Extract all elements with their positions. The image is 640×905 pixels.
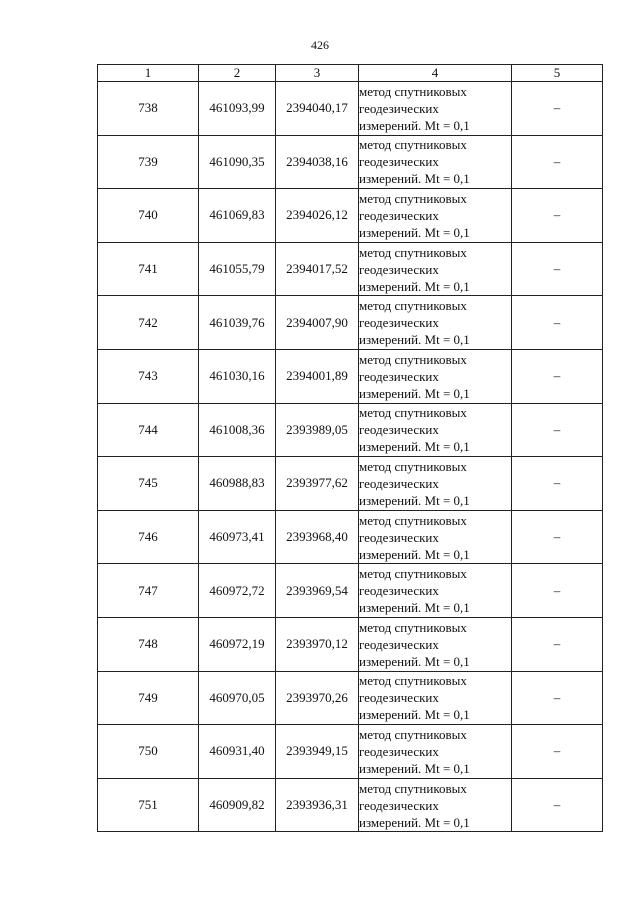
table-header-row <box>98 65 603 82</box>
point-number-cell: 750 <box>98 725 199 779</box>
y-coordinate-cell: 2393970,12 <box>276 617 359 671</box>
y-coordinate-cell: 2394001,89 <box>276 349 359 403</box>
column-header: 4 <box>359 65 512 82</box>
note-cell: – <box>512 671 603 725</box>
method-cell <box>359 82 512 136</box>
table-row <box>98 189 603 243</box>
point-number-cell: 742 <box>98 296 199 350</box>
note-cell: – <box>512 725 603 779</box>
method-text-line: измерений. Mt = 0,1 <box>359 278 470 294</box>
x-coordinate-cell: 460973,41 <box>199 510 276 564</box>
x-coordinate-cell: 461069,83 <box>199 189 276 243</box>
table-row <box>98 242 603 296</box>
x-coordinate-cell: 460988,83 <box>199 457 276 511</box>
method-cell <box>359 403 512 457</box>
y-coordinate-cell: 2393936,31 <box>276 778 359 832</box>
y-coordinate-cell: 2394007,90 <box>276 296 359 350</box>
method-cell <box>359 242 512 296</box>
method-text-line: геодезических <box>359 100 439 116</box>
method-cell <box>359 189 512 243</box>
method-text-line: измерений. Mt = 0,1 <box>359 546 470 562</box>
x-coordinate-cell: 461008,36 <box>199 403 276 457</box>
y-coordinate-cell: 2393969,54 <box>276 564 359 618</box>
point-number-cell: 740 <box>98 189 199 243</box>
point-number-cell: 751 <box>98 778 199 832</box>
note-cell: – <box>512 564 603 618</box>
table-row <box>98 778 603 832</box>
method-text-line: метод спутниковых <box>359 619 467 635</box>
y-coordinate-cell: 2394040,17 <box>276 82 359 136</box>
table-row <box>98 135 603 189</box>
table-row <box>98 564 603 618</box>
note-cell: – <box>512 82 603 136</box>
method-text-line: измерений. Mt = 0,1 <box>359 600 470 616</box>
point-number-cell: 748 <box>98 617 199 671</box>
y-coordinate-cell: 2393949,15 <box>276 725 359 779</box>
method-text-line: геодезических <box>359 261 439 277</box>
page-number: 426 <box>311 38 329 52</box>
y-coordinate-cell: 2393970,26 <box>276 671 359 725</box>
x-coordinate-cell: 461039,76 <box>199 296 276 350</box>
method-text-line: измерений. Mt = 0,1 <box>359 385 470 401</box>
note-cell: – <box>512 242 603 296</box>
method-text-line: геодезических <box>359 422 439 438</box>
column-header: 5 <box>512 65 603 82</box>
method-text-line: геодезических <box>359 797 439 813</box>
method-text-line: геодезических <box>359 743 439 759</box>
method-text-line: измерений. Mt = 0,1 <box>359 760 470 776</box>
method-text-line: измерений. Mt = 0,1 <box>359 814 470 830</box>
table-body <box>98 82 603 832</box>
table-row <box>98 617 603 671</box>
table-row <box>98 349 603 403</box>
method-text-line: геодезических <box>359 583 439 599</box>
method-cell <box>359 671 512 725</box>
note-cell: – <box>512 349 603 403</box>
column-header: 1 <box>98 65 199 82</box>
x-coordinate-cell: 460909,82 <box>199 778 276 832</box>
method-text-line: метод спутниковых <box>359 83 467 99</box>
method-text-line: метод спутниковых <box>359 780 467 796</box>
method-cell <box>359 296 512 350</box>
point-number-cell: 746 <box>98 510 199 564</box>
method-text-line: метод спутниковых <box>359 512 467 528</box>
method-text-line: метод спутниковых <box>359 405 467 421</box>
method-text-line: измерений. Mt = 0,1 <box>359 332 470 348</box>
method-text-line: геодезических <box>359 529 439 545</box>
x-coordinate-cell: 461030,16 <box>199 349 276 403</box>
y-coordinate-cell: 2394017,52 <box>276 242 359 296</box>
method-cell <box>359 457 512 511</box>
method-text-line: геодезических <box>359 690 439 706</box>
method-text-line: измерений. Mt = 0,1 <box>359 224 470 240</box>
method-cell <box>359 725 512 779</box>
point-number-cell: 745 <box>98 457 199 511</box>
note-cell: – <box>512 296 603 350</box>
note-cell: – <box>512 403 603 457</box>
method-cell <box>359 617 512 671</box>
point-number-cell: 738 <box>98 82 199 136</box>
point-number-cell: 749 <box>98 671 199 725</box>
method-text-line: геодезических <box>359 207 439 223</box>
method-text-line: метод спутниковых <box>359 726 467 742</box>
method-text-line: геодезических <box>359 315 439 331</box>
table-row <box>98 510 603 564</box>
method-text-line: геодезических <box>359 154 439 170</box>
x-coordinate-cell: 461055,79 <box>199 242 276 296</box>
method-text-line: метод спутниковых <box>359 458 467 474</box>
table-row <box>98 725 603 779</box>
table-row <box>98 296 603 350</box>
y-coordinate-cell: 2393968,40 <box>276 510 359 564</box>
column-header: 2 <box>199 65 276 82</box>
method-text-line: метод спутниковых <box>359 351 467 367</box>
point-number-cell: 743 <box>98 349 199 403</box>
method-text-line: метод спутниковых <box>359 190 467 206</box>
y-coordinate-cell: 2394026,12 <box>276 189 359 243</box>
method-text-line: измерений. Mt = 0,1 <box>359 117 470 133</box>
method-text-line: измерений. Mt = 0,1 <box>359 439 470 455</box>
note-cell: – <box>512 617 603 671</box>
method-text-line: метод спутниковых <box>359 566 467 582</box>
method-cell <box>359 564 512 618</box>
y-coordinate-cell: 2393989,05 <box>276 403 359 457</box>
method-cell <box>359 778 512 832</box>
x-coordinate-cell: 460931,40 <box>199 725 276 779</box>
method-text-line: метод спутниковых <box>359 673 467 689</box>
note-cell: – <box>512 457 603 511</box>
method-text-line: геодезических <box>359 368 439 384</box>
table-row <box>98 457 603 511</box>
x-coordinate-cell: 460970,05 <box>199 671 276 725</box>
column-header: 3 <box>276 65 359 82</box>
point-number-cell: 747 <box>98 564 199 618</box>
x-coordinate-cell: 461090,35 <box>199 135 276 189</box>
method-text-line: геодезических <box>359 475 439 491</box>
x-coordinate-cell: 461093,99 <box>199 82 276 136</box>
method-text-line: метод спутниковых <box>359 244 467 260</box>
point-number-cell: 744 <box>98 403 199 457</box>
method-cell <box>359 349 512 403</box>
note-cell: – <box>512 135 603 189</box>
note-cell: – <box>512 778 603 832</box>
y-coordinate-cell: 2393977,62 <box>276 457 359 511</box>
x-coordinate-cell: 460972,72 <box>199 564 276 618</box>
method-cell <box>359 135 512 189</box>
table-row <box>98 403 603 457</box>
method-text-line: измерений. Mt = 0,1 <box>359 653 470 669</box>
method-cell <box>359 510 512 564</box>
method-text-line: геодезических <box>359 636 439 652</box>
table-row <box>98 82 603 136</box>
note-cell: – <box>512 510 603 564</box>
point-number-cell: 741 <box>98 242 199 296</box>
method-text-line: измерений. Mt = 0,1 <box>359 171 470 187</box>
note-cell: – <box>512 189 603 243</box>
method-text-line: измерений. Mt = 0,1 <box>359 492 470 508</box>
x-coordinate-cell: 460972,19 <box>199 617 276 671</box>
point-number-cell: 739 <box>98 135 199 189</box>
table-row <box>98 671 603 725</box>
method-text-line: метод спутниковых <box>359 298 467 314</box>
method-text-line: метод спутниковых <box>359 137 467 153</box>
coordinates-table <box>97 64 603 832</box>
method-text-line: измерений. Mt = 0,1 <box>359 707 470 723</box>
y-coordinate-cell: 2394038,16 <box>276 135 359 189</box>
